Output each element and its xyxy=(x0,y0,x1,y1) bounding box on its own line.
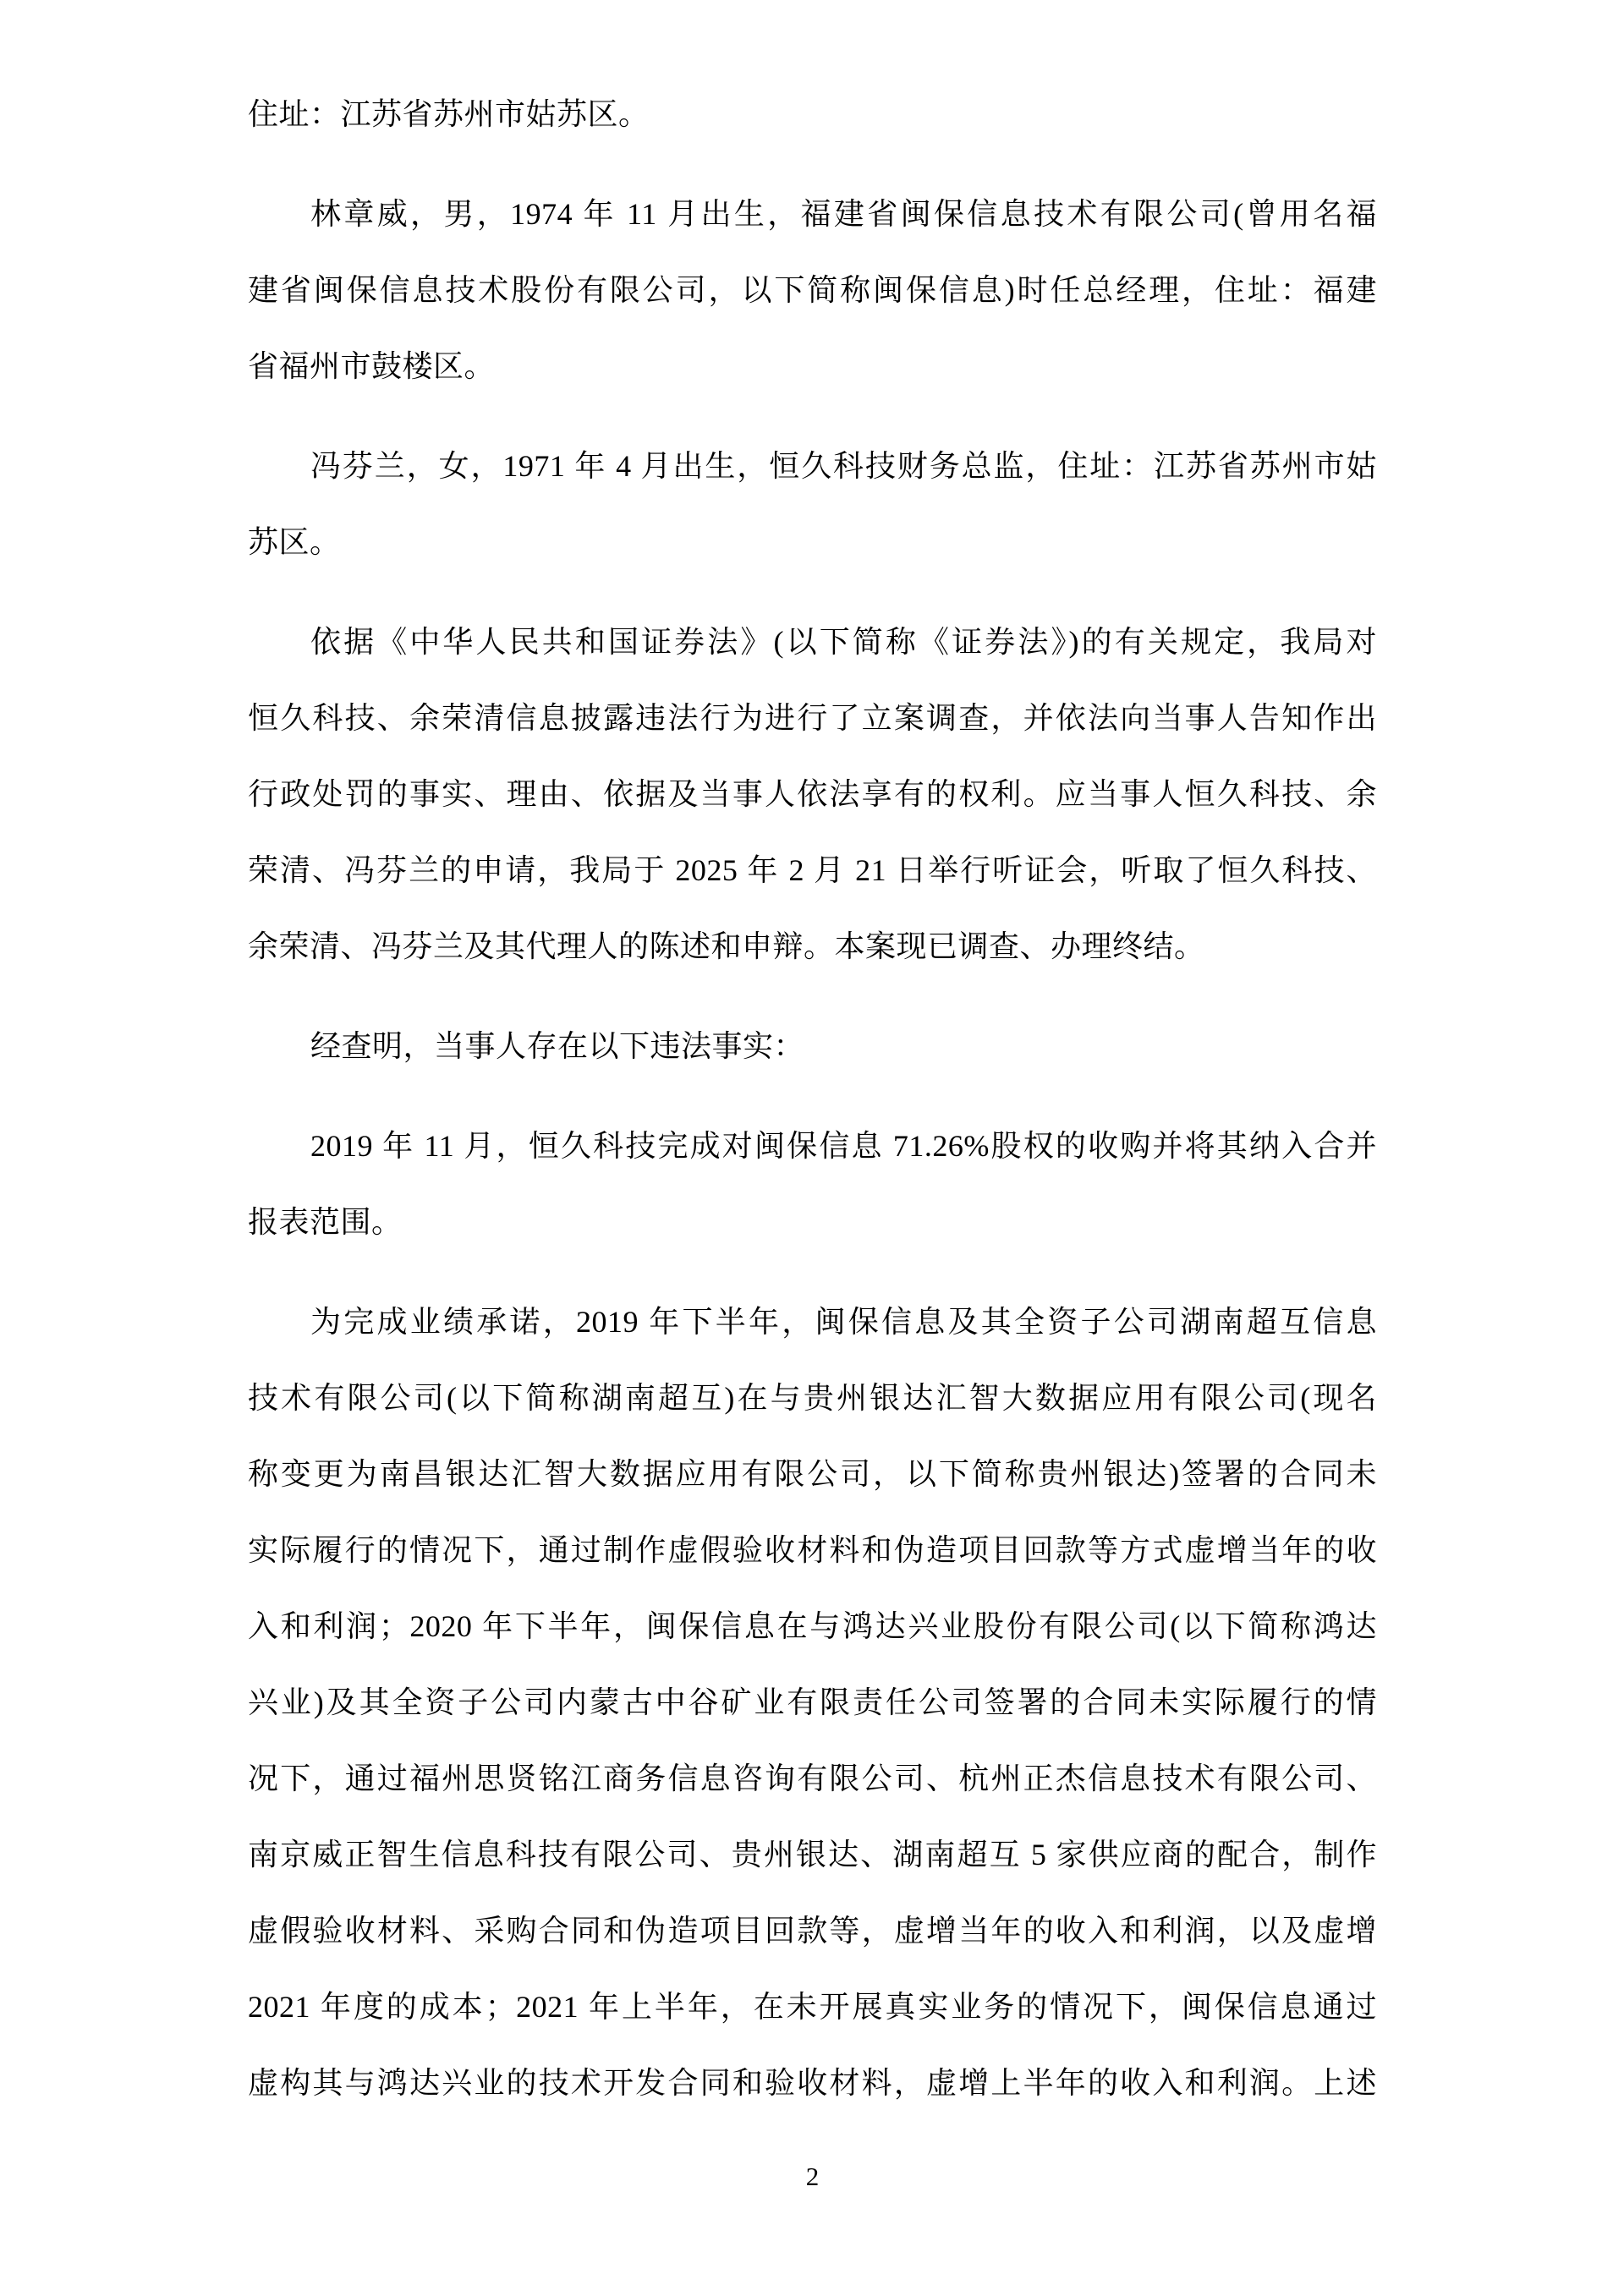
document-line: 余荣清、冯芬兰及其代理人的陈述和申辩。本案现已调查、办理终结。 xyxy=(248,929,1205,963)
document-line: 林章威，男，1974 年 11 月出生，福建省闽保信息技术有限公司(曾用名福 xyxy=(310,197,1377,231)
document-line: 入和利润；2020 年下半年，闽保信息在与鸿达兴业股份有限公司(以下简称鸿达 xyxy=(248,1609,1377,1643)
document-line: 2021 年度的成本；2021 年上半年，在未开展真实业务的情况下，闽保信息通过 xyxy=(248,1990,1377,2024)
document-line: 冯芬兰，女，1971 年 4 月出生，恒久科技财务总监，住址：江苏省苏州市姑 xyxy=(310,449,1377,483)
document-line: 为完成业绩承诺，2019 年下半年，闽保信息及其全资子公司湖南超互信息 xyxy=(310,1305,1377,1339)
paragraph xyxy=(248,428,1377,580)
document-line: 依据《中华人民共和国证券法》(以下简称《证券法》)的有关规定，我局对 xyxy=(310,625,1377,659)
page-number: 2 xyxy=(805,2162,820,2191)
document-line: 虚假验收材料、采购合同和伪造项目回款等，虚增当年的收入和利润，以及虚增 xyxy=(248,1914,1377,1948)
document-line: 苏区。 xyxy=(248,525,341,559)
paragraph xyxy=(248,1108,1377,1260)
document-line: 称变更为南昌银达汇智大数据应用有限公司，以下简称贵州银达)签署的合同未 xyxy=(248,1457,1377,1491)
document-line: 行政处罚的事实、理由、依据及当事人依法享有的权利。应当事人恒久科技、余 xyxy=(248,777,1377,811)
document-line: 虚构其与鸿达兴业的技术开发合同和验收材料，虚增上半年的收入和利润。上述 xyxy=(248,2066,1377,2100)
paragraph xyxy=(248,76,1377,152)
document-line: 技术有限公司(以下简称湖南超互)在与贵州银达汇智大数据应用有限公司(现名 xyxy=(248,1381,1377,1415)
document-line: 荣清、冯芬兰的申请，我局于 2025 年 2 月 21 日举行听证会，听取了恒久科技、 xyxy=(248,853,1377,887)
document-line: 建省闽保信息技术股份有限公司，以下简称闽保信息)时任总经理，住址：福建 xyxy=(248,273,1377,307)
document-line: 实际履行的情况下，通过制作虚假验收材料和伪造项目回款等方式虚增当年的收 xyxy=(248,1533,1377,1567)
paragraph xyxy=(248,1284,1377,2121)
document-line: 南京威正智生信息科技有限公司、贵州银达、湖南超互 5 家供应商的配合，制作 xyxy=(248,1838,1377,1871)
document-line: 经查明，当事人存在以下违法事实： xyxy=(310,1029,805,1063)
paragraph xyxy=(248,604,1377,984)
document-line: 况下，通过福州思贤铭江商务信息咨询有限公司、杭州正杰信息技术有限公司、 xyxy=(248,1762,1377,1795)
document-line: 省福州市鼓楼区。 xyxy=(248,349,496,383)
paragraph xyxy=(248,1008,1377,1084)
document-line: 兴业)及其全资子公司内蒙古中谷矿业有限责任公司签署的合同未实际履行的情 xyxy=(248,1685,1377,1719)
page-footer xyxy=(248,2162,1377,2192)
paragraph xyxy=(248,176,1377,404)
document-line: 报表范围。 xyxy=(248,1205,403,1239)
document-line: 2019 年 11 月，恒久科技完成对闽保信息 71.26%股权的收购并将其纳入合并 xyxy=(310,1129,1377,1163)
document-line: 恒久科技、余荣清信息披露违法行为进行了立案调查，并依法向当事人告知作出 xyxy=(248,701,1377,735)
document-line: 住址：江苏省苏州市姑苏区。 xyxy=(248,97,650,131)
